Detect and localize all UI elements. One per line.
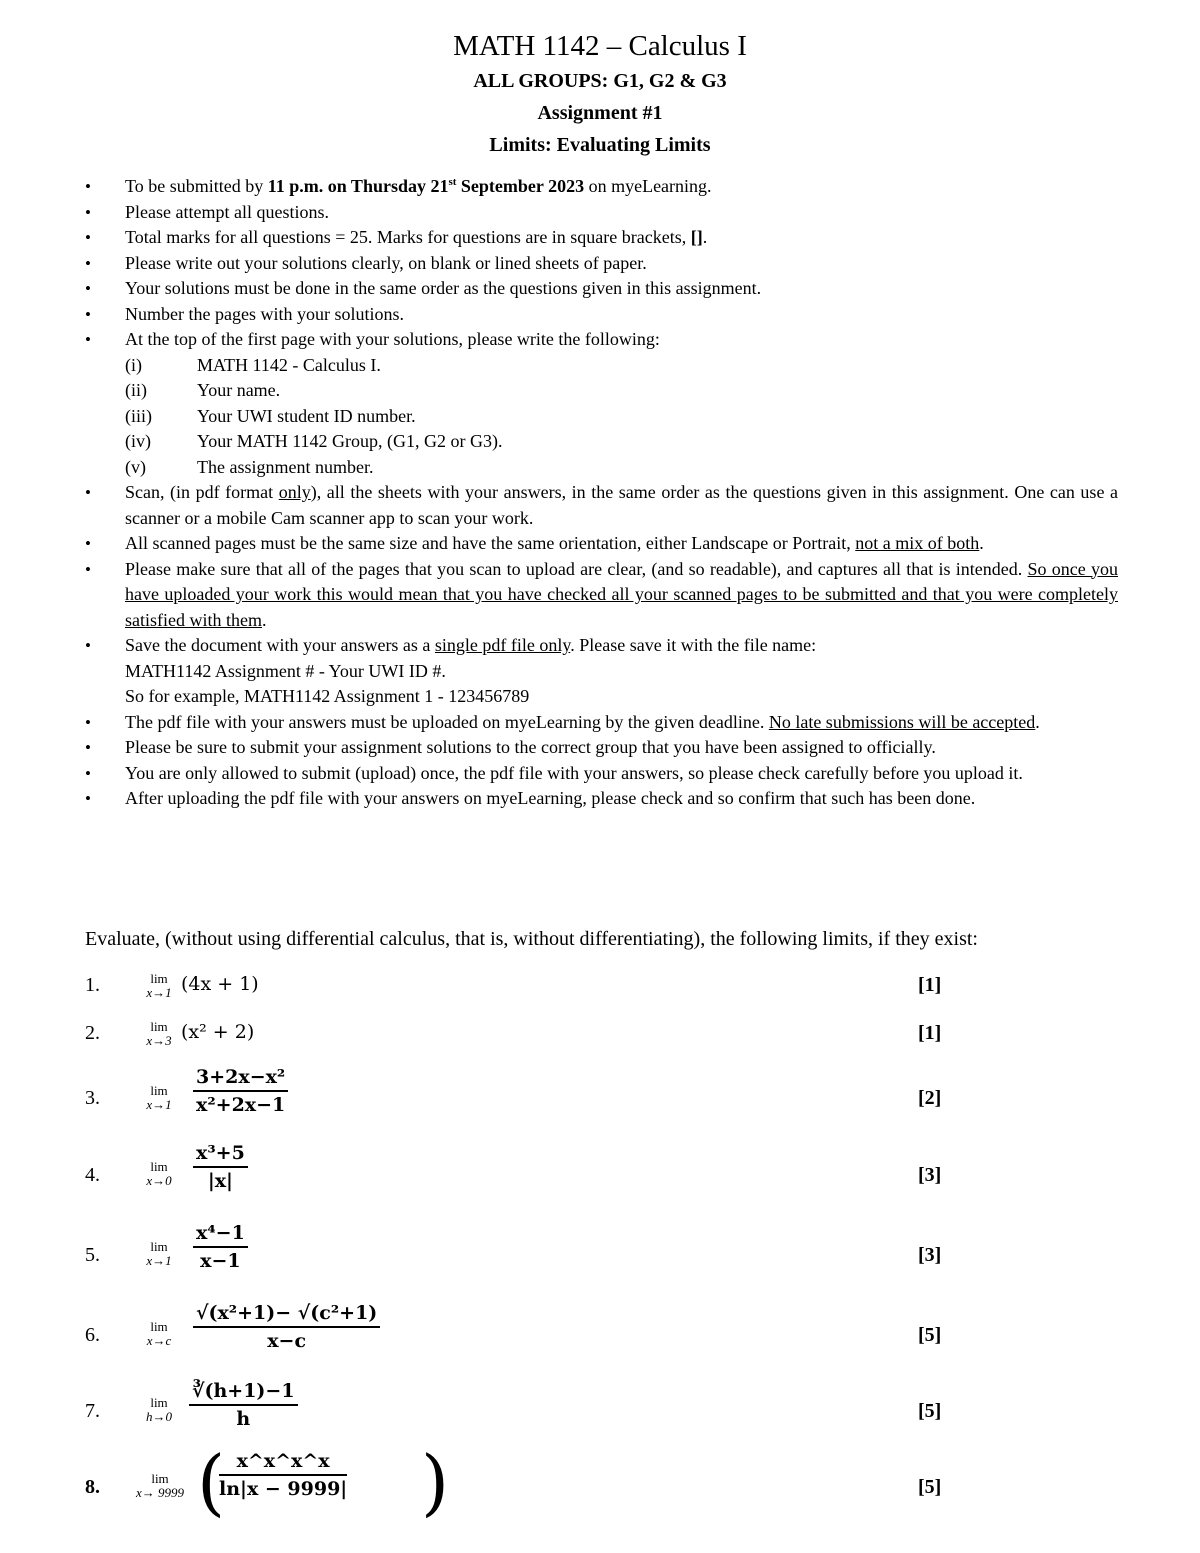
- list-item: (ii) Your name.: [125, 380, 281, 400]
- instruction-deadline: • To be submitted by 11 p.m. on Thursday 21st September 2023 on myeLearning.: [85, 174, 1118, 200]
- instruction-top-of-page: • At the top of the first page with your solutions, please write the following: (i) MATH 1142 - Calculus I. (ii) Your name. (iii) Your UWI student ID number. (iv) Your MATH 1142 Group, (G1, G2 or G3). (v) The assignment number.: [85, 327, 1118, 480]
- fraction: $\frac{x\^{}x\^{}x\^{}x}{\ln|x - 9999|}$: [219, 1450, 348, 1500]
- instruction-order: • Your solutions must be done in the same order as the questions given in this assignment.: [85, 276, 1118, 302]
- question-6: 6. lim x→c $\frac{\text{√(x²+1)− √(c²+1)}}{x-c}$ [5]: [85, 1302, 942, 1352]
- question-3: 3. lim x→1 $\frac{\text{3+2x−x²}}{\text{x²+2x−1}}$ [2]: [85, 1066, 942, 1116]
- marks: [1]: [918, 1022, 942, 1044]
- instructions-list: [85, 174, 1118, 812]
- instruction-save-file: • Save the document with your answers as a single pdf file only. Please save it with the file name: MATH1142 Assignment # - Your UWI ID #. So for example, MATH1142 Assignment 1 - 123456789: [85, 633, 1118, 710]
- fraction: $\frac{\text{x⁴−1}}{x-1}$: [193, 1222, 248, 1272]
- fraction: $\frac{\text{3+2x−x²}}{\text{x²+2x−1}}$: [193, 1066, 288, 1116]
- instruction-attempt-all: • Please attempt all questions.: [85, 200, 1118, 226]
- question-4: 4. lim x→0 $\frac{\text{x³+5}}{|x|}$ [3]: [85, 1142, 942, 1192]
- expression: (x² + 2): [181, 1021, 255, 1043]
- right-paren: ): [421, 1440, 450, 1524]
- question-8: 8. lim x→ 9999 ( $\frac{x\^{}x\^{}x\^{}x}{\ln|x - 9999|}$ ) [5]: [85, 1440, 942, 1524]
- instruction-deadline-upload: • The pdf file with your answers must be uploaded on myeLearning by the given deadline. No late submissions will be accepted.: [85, 710, 1118, 736]
- list-item: (iv) Your MATH 1142 Group, (G1, G2 or G3).: [125, 431, 503, 451]
- list-item: (i) MATH 1142 - Calculus I.: [125, 354, 381, 375]
- groups-heading: ALL GROUPS: G1, G2 & G3: [473, 70, 727, 92]
- question-2: 2. lim x→3 (x² + 2) [1]: [85, 1019, 942, 1048]
- course-title: MATH 1142 – Calculus I: [453, 30, 747, 62]
- instruction-total-marks: • Total marks for all questions = 25. Marks for questions are in square brackets, [].: [85, 225, 1118, 251]
- instruction-clear-pages: • Please make sure that all of the pages that you scan to upload are clear, (and so readable), and captures all that is intended. So once you have uploaded your work this would mean that you have checked all your scanned pages to be submitted and that you were completely satisfied with them.: [85, 557, 1118, 634]
- marks: [3]: [918, 1164, 942, 1186]
- topic-heading: Limits: Evaluating Limits: [489, 134, 711, 156]
- list-item: (iii) Your UWI student ID number.: [125, 405, 416, 426]
- question-1: 1. lim x→1 (4x + 1) [1]: [85, 971, 942, 1000]
- question-7: 7. lim h→0 $\frac{∛(h+1)-1}{h}$ [5]: [85, 1380, 942, 1430]
- fraction: $\frac{\text{√(x²+1)− √(c²+1)}}{x-c}$: [193, 1302, 380, 1352]
- list-item: (v) The assignment number.: [125, 456, 374, 477]
- marks: [2]: [918, 1087, 942, 1109]
- fraction: $\frac{∛(h+1)-1}{h}$: [189, 1380, 298, 1430]
- left-paren: (: [197, 1440, 226, 1524]
- fraction: $\frac{\text{x³+5}}{|x|}$: [193, 1142, 248, 1192]
- instruction-upload-once: • You are only allowed to submit (upload) once, the pdf file with your answers, so please check carefully before you upload it.: [85, 761, 1118, 787]
- assignment-heading: Assignment #1: [537, 102, 663, 124]
- expression: (4x + 1): [181, 973, 259, 995]
- marks: [5]: [918, 1476, 942, 1498]
- instruction-correct-group: • Please be sure to submit your assignment solutions to the correct group that you have been assigned to officially.: [85, 735, 1118, 761]
- instruction-number-pages: • Number the pages with your solutions.: [85, 302, 1118, 328]
- marks: [3]: [918, 1244, 942, 1266]
- marks: [5]: [918, 1400, 942, 1422]
- question-5: 5. lim x→1 $\frac{\text{x⁴−1}}{x-1}$ [3]: [85, 1222, 942, 1272]
- marks: [5]: [918, 1324, 942, 1346]
- instruction-confirm-upload: • After uploading the pdf file with your answers on myeLearning, please check and so confirm that such has been done.: [85, 786, 1118, 812]
- instruction-scan: • Scan, (in pdf format only), all the sheets with your answers, in the same order as the questions given in this assignment. One can use a scanner or a mobile Cam scanner app to scan your work.: [85, 480, 1118, 531]
- instruction-write-clearly: • Please write out your solutions clearly, on blank or lined sheets of paper.: [85, 251, 1118, 277]
- marks: [1]: [918, 974, 942, 996]
- instruction-page-size: • All scanned pages must be the same size and have the same orientation, either Landscape or Portrait, not a mix of both.: [85, 531, 1118, 557]
- questions-intro: Evaluate, (without using differential calculus, that is, without differentiating), the following limits, if they exist:: [85, 928, 978, 950]
